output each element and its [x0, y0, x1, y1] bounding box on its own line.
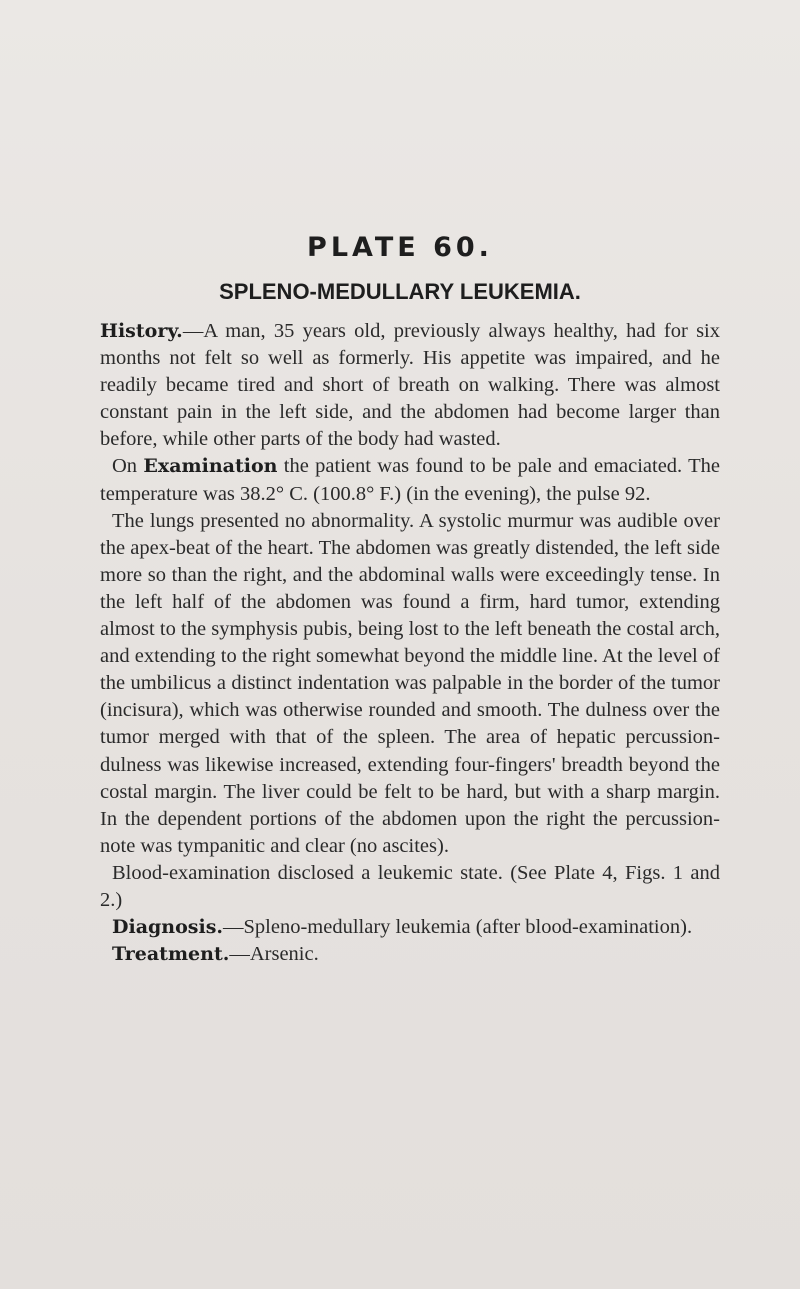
history-paragraph — [100, 318, 720, 453]
findings-paragraph: The lungs presented no abnormality. A systolic murmur was audible over the apex-beat of the heart. The abdomen was greatly distended, the left side more so than the right, and the abdominal walls were exceedingly tense. In the left half of the abdomen was found a firm, hard tumor, extending almost to the symphysis pubis, being lost to the left beneath the costal arch, and extending to the right somewhat beyond the middle line. At the level of the umbilicus a distinct indentation was palpable in the border of the tumor (incisura), which was otherwise rounded and smooth. The dulness over the tumor merged with that of the spleen. The area of hepatic percussion-dulness was likewise increased, extending four-fingers' breadth beyond the costal margin. The liver could be felt to be hard, but with a sharp margin. In the dependent portions of the abdomen upon the right the percussion-note was tympanitic and clear (no ascites). — [100, 509, 720, 857]
history-text: —A man, 35 years old, previously always healthy, had for six months not felt so well as formerly. His appetite was impaired, and he readily became tired and short of breath on walking. There was almost constant pain in the left side, and the abdomen had become larger than before, while other parts of the body had wasted. — [100, 320, 720, 451]
diagnosis-text: —Spleno-medullary leukemia (after blood-examination). — [223, 916, 693, 939]
examination-paragraph — [100, 453, 720, 507]
diagnosis-paragraph — [100, 914, 720, 941]
case-report-body — [100, 318, 720, 968]
blood-exam-paragraph: Blood-examination disclosed a leukemic state. (See Plate 4, Figs. 1 and 2.) — [100, 861, 720, 911]
examination-prefix: On — [112, 455, 144, 478]
plate-title: PLATE 60. — [307, 232, 493, 263]
examination-text: the patient was found to be pale and emaciated. The temperature was 38.2° C. (100.8° F.) (in the evening), the pulse 92. — [100, 455, 721, 505]
diagnosis-heading: Diagnosis. — [112, 916, 224, 939]
chapter-subtitle: SPLENO-MEDULLARY LEUKEMIA. — [219, 279, 581, 304]
history-heading: History. — [100, 320, 183, 342]
treatment-heading: Treatment. — [112, 943, 230, 966]
examination-heading: Examination — [143, 455, 278, 478]
treatment-text: —Arsenic. — [229, 943, 319, 966]
treatment-paragraph — [100, 941, 720, 968]
